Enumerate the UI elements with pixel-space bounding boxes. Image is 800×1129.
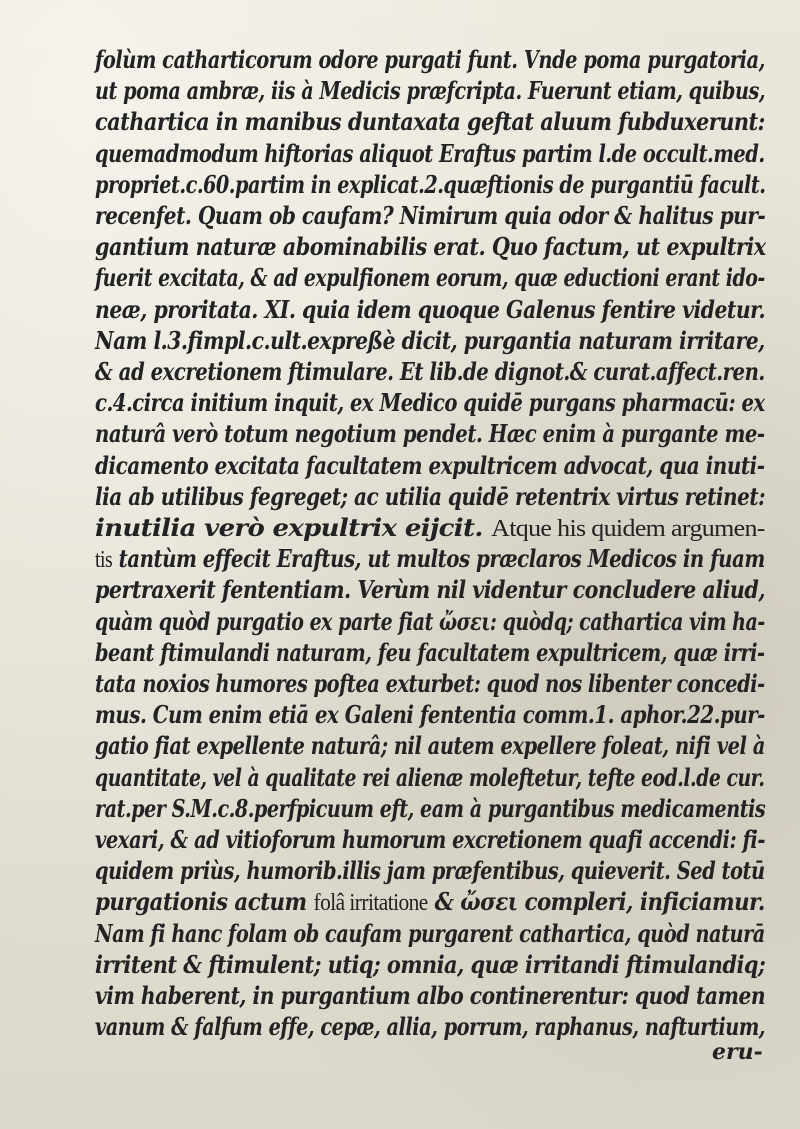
text-line: recenfet. Quam ob caufam? Nimirum quia odor & halitus pur- [95, 201, 766, 230]
text-line: folùm catharticorum odore purgati funt. Vnde poma purgatoria, [95, 45, 765, 74]
text-line: neæ, proritata. XI. quia idem quoque Galenus fentire videtur. [95, 294, 766, 324]
text-line: cathartica in manibus duntaxata geftat aluum fubduxerunt: [95, 107, 765, 137]
text-line: & ad excretionem ftimulare. Et lib.de dignot.& curat.affect.ren. [95, 357, 765, 386]
text-line: quàm quòd purgatio ex parte fiat ὤσει: quòdq; cathartica vim ha- [95, 606, 765, 636]
text-line: vexari, & ad vitioforum humorum excretionem quafi accendi: fi- [95, 825, 765, 854]
text-line: vanum & falfum effe, cepæ, allia, porrum, raphanus, nafturtium, [95, 1012, 766, 1042]
text-line: quemadmodum hiftorias aliquot Eraftus partim l.de occult.med. [95, 138, 765, 168]
text-line: gantium naturæ abominabilis erat. Quo factum, ut expultrix [95, 232, 766, 262]
text-span-italic: tantùm effecit Eraftus, ut multos præclaros Medicos in fuam [118, 544, 765, 574]
text-line: rat.per S.M.c.8.perfpicuum eft, eam à purgantibus medicamentis [95, 793, 766, 823]
text-line: ut poma ambræ, iis à Medicis præfcripta. Fuerunt etiam, quibus, [95, 76, 766, 106]
text-line: irritent & ftimulent; utiq; omnia, quæ irritandi ftimulandiq; [95, 949, 766, 979]
text-line: pertraxerit fententiam. Verùm nil videntur concludere aliud, [95, 575, 766, 605]
text-line: propriet.c.60.partim in explicat.2.quæftionis de purgantiū facult. [95, 169, 766, 199]
text-span-roman: folâ irritatione [313, 890, 428, 917]
text-line: quidem priùs, humorib.illis jam præfentibus, quieverit. Sed totū [95, 856, 765, 886]
text-span-italic: inutilia verò expultrix eijcit. [95, 513, 483, 542]
text-line-mixed [95, 544, 765, 575]
text-line: tata noxios humores poftea exturbet: quod nos libenter concedi- [95, 669, 765, 698]
text-line: fuerit excitata, & ad expulfionem eorum, quæ eductioni erant ido- [95, 263, 765, 293]
text-line: vim haberent, in purgantium albo continerentur: quod tamen [95, 981, 766, 1010]
text-span-italic: & ὤσει compleri, inficiamur. [434, 887, 765, 917]
text-line-mixed [95, 513, 765, 544]
text-line: gatio fiat expellente naturâ; nil autem expellere foleat, nifi vel à [95, 731, 765, 761]
text-line: c.4.circa initium inquit, ex Medico quidē purgans pharmacū: ex [95, 388, 765, 418]
text-line: Nam fi hanc folam ob caufam purgarent cathartica, quòd naturā [95, 918, 765, 948]
text-span-italic: purgationis actum [95, 887, 307, 917]
text-line: beant ftimulandi naturam, feu facultatem expultricem, quæ irri- [95, 637, 765, 667]
text-span-roman: tis [95, 547, 113, 574]
text-line: Nam l.3.fimpl.c.ult.expreßè dicit, purgantia naturam irritare, [95, 325, 765, 355]
text-line: naturâ verò totum negotium pendet. Hæc enim à purgante me- [95, 419, 765, 449]
text-line: dicamento excitata facultatem expultricem advocat, qua inuti- [95, 450, 765, 480]
catchword: eru- [712, 1039, 763, 1066]
text-line-mixed [95, 887, 765, 918]
text-line: quantitate, vel à qualitate rei alienæ moleftetur, tefte eod.l.de cur. [95, 762, 765, 792]
text-span-roman: Atque his quidem argumen- [491, 516, 765, 542]
text-line: lia ab utilibus fegreget; ac utilia quidē retentrix virtus retinet: [95, 481, 766, 511]
text-line: mus. Cum enim etiā ex Galeni fententia comm.1. aphor.22.pur- [95, 700, 765, 730]
